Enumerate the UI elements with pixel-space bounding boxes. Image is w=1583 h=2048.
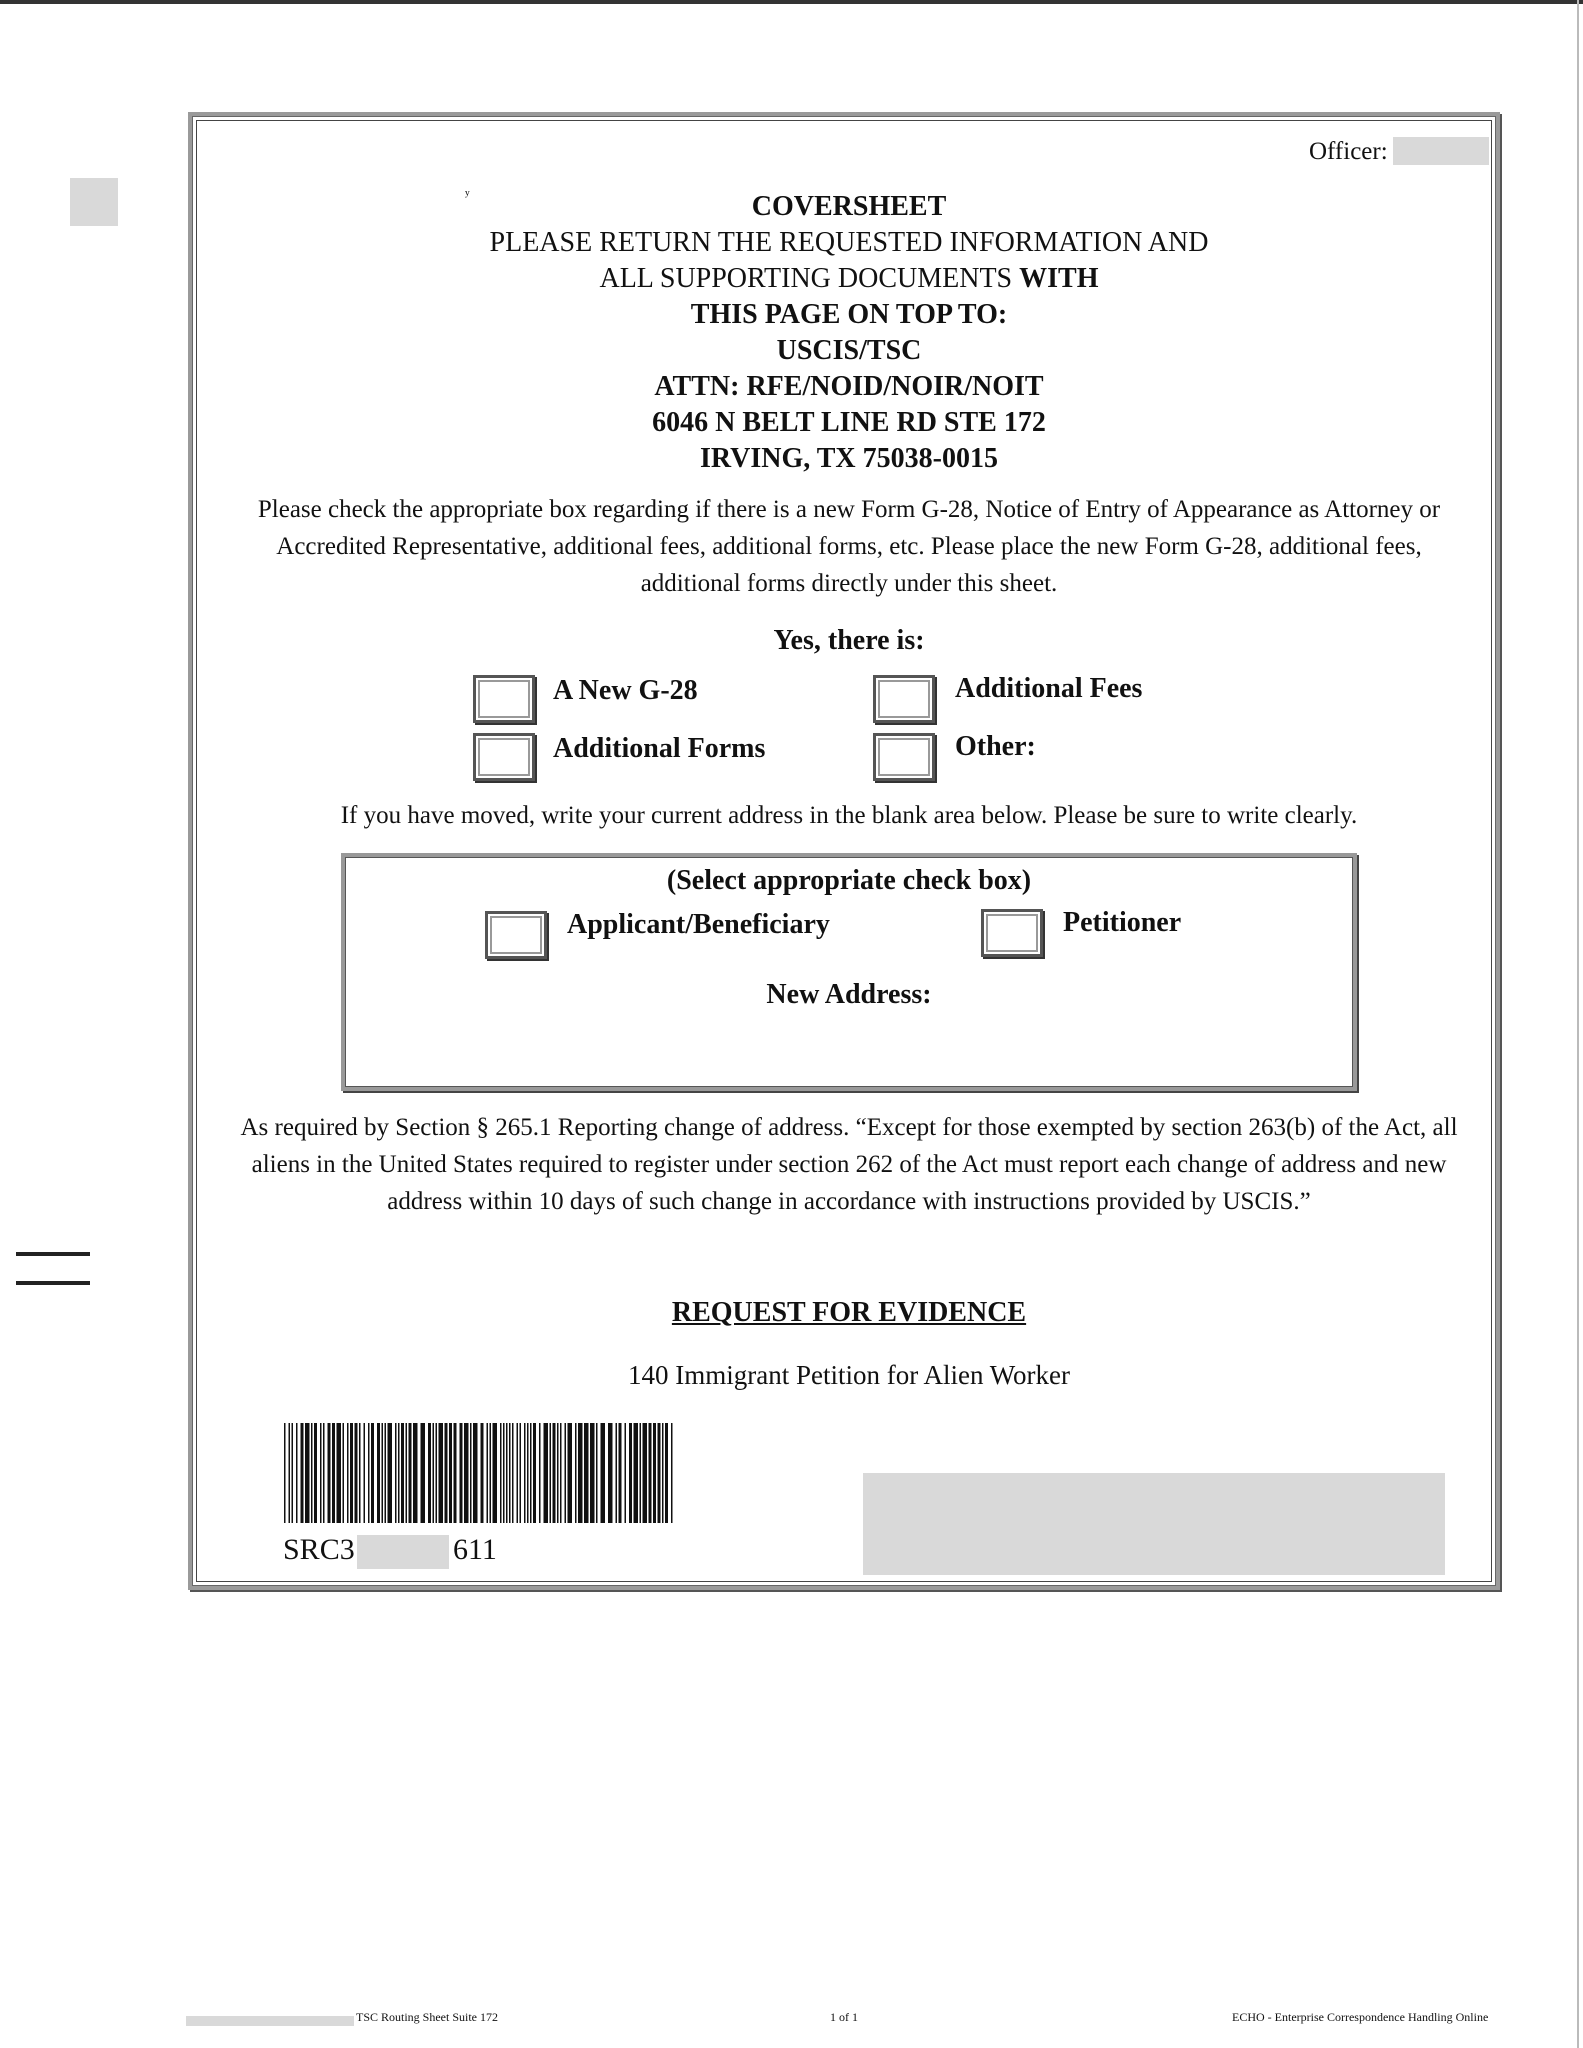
heading-line-5: USCIS/TSC — [776, 335, 922, 366]
barcode-bar — [464, 1423, 469, 1523]
coversheet-title: COVERSHEET — [751, 191, 947, 222]
barcode-bar — [301, 1423, 304, 1523]
additional-forms-label: Additional Forms — [553, 733, 766, 764]
select-checkbox-label: (Select appropriate check box) — [666, 865, 1032, 896]
barcode-bar — [328, 1423, 331, 1523]
barcode-bar — [413, 1423, 418, 1523]
barcode-bar — [533, 1423, 536, 1523]
applicant-beneficiary-checkbox[interactable] — [485, 911, 547, 959]
barcode-bar — [388, 1423, 393, 1523]
barcode-bar — [506, 1423, 508, 1523]
coversheet-frame — [188, 112, 1500, 1590]
address-box — [341, 853, 1357, 1091]
other-label: Other: — [955, 731, 1036, 762]
barcode-bar — [460, 1423, 463, 1523]
redaction-block — [70, 178, 118, 226]
footer-left: TSC Routing Sheet Suite 172 — [356, 2010, 499, 2024]
barcode-bar — [584, 1423, 589, 1523]
barcode-bar — [436, 1423, 438, 1523]
heading-line-3-regular: ALL SUPPORTING DOCUMENTS — [599, 263, 1013, 294]
request-title: REQUEST FOR EVIDENCE — [671, 1297, 1027, 1328]
barcode-suffix: 611 — [453, 1533, 497, 1566]
barcode-bar — [428, 1423, 431, 1523]
barcode-bar — [311, 1423, 313, 1523]
barcode-bar — [382, 1423, 384, 1523]
barcode-bar — [368, 1423, 370, 1523]
officer-label: Officer: — [1309, 138, 1388, 165]
barcode-bar — [337, 1423, 342, 1523]
options-title: Yes, there is: — [773, 625, 925, 656]
barcode-bar — [421, 1423, 426, 1523]
barcode-bar — [590, 1423, 595, 1523]
barcode-bar — [364, 1423, 366, 1523]
instructions-line-2: Accredited Representative, additional fees, additional forms, etc. Please place the new Form G-28, additional fees, — [276, 533, 1422, 560]
heading-street: 6046 N BELT LINE RD STE 172 — [652, 407, 1046, 438]
barcode-bar — [350, 1423, 353, 1523]
legal-line-3: address within 10 days of such change in accordance with instructions provided by USCIS.” — [387, 1188, 1311, 1215]
barcode-bar — [347, 1423, 349, 1523]
barcode-bar — [385, 1423, 387, 1523]
barcode-prefix: SRC3 — [283, 1533, 355, 1566]
barcode-bar — [454, 1423, 457, 1523]
barcode-bar — [575, 1423, 577, 1523]
barcode-bar — [292, 1423, 294, 1523]
scan-right-edge — [1577, 0, 1579, 2048]
barcode-bar — [445, 1423, 448, 1523]
barcode-bar — [608, 1423, 613, 1523]
legal-line-1: As required by Section § 265.1 Reporting change of address. “Except for those exempted by section 263(b) of the Act, all — [240, 1114, 1458, 1141]
barcode-bar — [568, 1423, 573, 1523]
barcode-bar — [643, 1423, 648, 1523]
footer-right: ECHO - Enterprise Correspondence Handling Online — [1232, 2010, 1489, 2024]
footer-page-number: 1 of 1 — [830, 2010, 858, 2024]
heading-line-3 — [197, 261, 1501, 297]
barcode-bar — [640, 1423, 642, 1523]
barcode-bar — [490, 1423, 492, 1523]
barcode-bar — [625, 1423, 627, 1523]
barcode-bar — [544, 1423, 549, 1523]
barcode-bar — [371, 1423, 374, 1523]
heading-city: IRVING, TX 75038-0015 — [700, 443, 998, 474]
barcode-bar — [323, 1423, 325, 1523]
barcode-bar — [470, 1423, 472, 1523]
barcode-bar — [520, 1423, 522, 1523]
other-checkbox[interactable] — [873, 733, 935, 781]
request-subtitle: 140 Immigrant Petition for Alien Worker — [627, 1360, 1070, 1390]
barcode-bar — [284, 1423, 286, 1523]
barcode-bar — [619, 1423, 622, 1523]
barcode-bar — [553, 1423, 556, 1523]
barcode-bar — [629, 1423, 632, 1523]
barcode-bar — [649, 1423, 652, 1523]
scan-top-edge — [0, 0, 1583, 4]
barcode-bar — [493, 1423, 498, 1523]
officer-redaction — [1393, 137, 1489, 165]
barcode-bar — [377, 1423, 380, 1523]
instructions-line-1: Please check the appropriate box regarding if there is a new Form G-28, Notice of Entry of Appearance as Attorney or — [257, 496, 1441, 523]
barcode-bar — [473, 1423, 478, 1523]
barcode-bar — [509, 1423, 511, 1523]
margin-mark — [16, 1281, 90, 1285]
barcode-bar — [395, 1423, 397, 1523]
barcode-bar — [662, 1423, 664, 1523]
barcode-redaction — [357, 1535, 449, 1569]
barcode-bar — [296, 1423, 298, 1523]
barcode-bar — [560, 1423, 562, 1523]
barcode-bar — [355, 1423, 358, 1523]
barcode-bar — [596, 1423, 598, 1523]
additional-fees-label: Additional Fees — [955, 673, 1143, 704]
heading-line-2: PLEASE RETURN THE REQUESTED INFORMATION AND — [489, 227, 1209, 258]
barcode-bar — [539, 1423, 541, 1523]
margin-mark — [16, 1252, 90, 1256]
legal-line-2: aliens in the United States required to register under section 262 of the Act must report each change of address and new — [251, 1151, 1447, 1178]
new-g28-checkbox[interactable] — [473, 675, 535, 723]
barcode-bar — [401, 1423, 404, 1523]
barcode-bar — [289, 1423, 291, 1523]
barcode-bar — [512, 1423, 514, 1523]
heading-line-3-bold: WITH — [1019, 263, 1099, 294]
heading-line-4: THIS PAGE ON TOP TO: — [690, 299, 1008, 330]
barcode-bar — [530, 1423, 532, 1523]
footer-redaction — [186, 2016, 354, 2026]
barcode-bar — [481, 1423, 484, 1523]
barcode-bar — [449, 1423, 452, 1523]
new-address-label: New Address: — [766, 979, 932, 1010]
additional-fees-checkbox[interactable] — [873, 675, 935, 723]
barcode-bar — [500, 1423, 502, 1523]
barcode-bar — [439, 1423, 444, 1523]
barcode-bar — [343, 1423, 345, 1523]
applicant-beneficiary-label: Applicant/Beneficiary — [567, 909, 830, 940]
move-notice: If you have moved, write your current address in the blank area below. Please be sure to write clearly. — [340, 802, 1358, 829]
barcode-bar — [359, 1423, 361, 1523]
coversheet-inner-frame — [196, 120, 1492, 1582]
barcode-bar — [665, 1423, 668, 1523]
barcode-bar — [320, 1423, 322, 1523]
barcode-bar — [671, 1423, 673, 1523]
barcode — [284, 1423, 674, 1523]
barcode-bar — [658, 1423, 661, 1523]
barcode-bar — [406, 1423, 408, 1523]
barcode-bar — [578, 1423, 583, 1523]
new-g28-label: A New G-28 — [553, 675, 698, 706]
barcode-bar — [524, 1423, 526, 1523]
petitioner-checkbox[interactable] — [981, 909, 1043, 957]
barcode-bar — [305, 1423, 310, 1523]
barcode-bar — [314, 1423, 317, 1523]
barcode-bar — [398, 1423, 400, 1523]
petitioner-label: Petitioner — [1063, 907, 1182, 938]
barcode-bar — [557, 1423, 559, 1523]
barcode-bar — [527, 1423, 529, 1523]
barcode-bar — [634, 1423, 639, 1523]
barcode-bar — [616, 1423, 618, 1523]
officer-field — [1309, 137, 1388, 167]
additional-forms-checkbox[interactable] — [473, 733, 535, 781]
heading-attn: ATTN: RFE/NOID/NOIR/NOIT — [654, 371, 1044, 402]
barcode-bar — [653, 1423, 656, 1523]
barcode-bar — [565, 1423, 567, 1523]
barcode-bar — [433, 1423, 435, 1523]
new-address-input[interactable] — [365, 1019, 1333, 1079]
barcode-bar — [601, 1423, 606, 1523]
barcode-bar — [409, 1423, 412, 1523]
scan-speck: ʸ — [465, 187, 470, 204]
barcode-bar — [517, 1423, 519, 1523]
barcode-bar — [487, 1423, 489, 1523]
instructions-line-3: additional forms directly under this sheet. — [640, 570, 1058, 597]
barcode-bar — [332, 1423, 335, 1523]
barcode-bar — [550, 1423, 552, 1523]
address-label-redaction — [863, 1473, 1445, 1575]
barcode-bar — [503, 1423, 505, 1523]
